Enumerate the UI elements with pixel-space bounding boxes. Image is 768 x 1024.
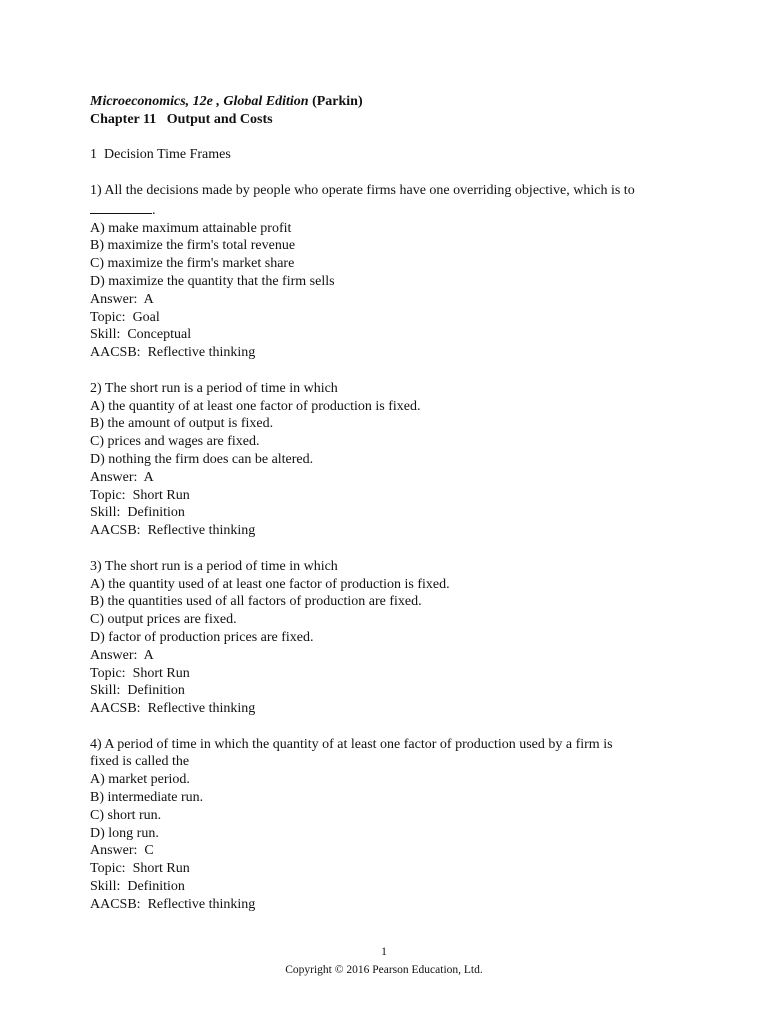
question-stem: 2) The short run is a period of time in which bbox=[90, 380, 338, 396]
skill: Skill: Definition bbox=[90, 879, 185, 895]
aacsb: AACSB: Reflective thinking bbox=[90, 523, 256, 539]
question-2 bbox=[90, 380, 710, 540]
answer: Answer: A bbox=[90, 647, 154, 663]
aacsb: AACSB: Reflective thinking bbox=[90, 345, 256, 361]
option-d: D) nothing the firm does can be altered. bbox=[90, 451, 314, 467]
question-stem-continued: fixed is called the bbox=[90, 754, 190, 770]
answer: Answer: A bbox=[90, 469, 154, 485]
answer-blank bbox=[90, 200, 152, 214]
chapter-title: Chapter 11 Output and Costs bbox=[90, 111, 273, 127]
option-a: A) the quantity of at least one factor of production is fixed. bbox=[90, 398, 421, 414]
question-stem: 4) A period of time in which the quantity of at least one factor of production used by a firm is bbox=[90, 736, 613, 752]
topic: Topic: Short Run bbox=[90, 665, 190, 681]
option-c: C) prices and wages are fixed. bbox=[90, 434, 260, 450]
skill: Skill: Conceptual bbox=[90, 327, 192, 343]
question-4 bbox=[90, 736, 710, 914]
topic: Topic: Short Run bbox=[90, 487, 190, 503]
topic: Topic: Goal bbox=[90, 309, 160, 325]
option-b: B) maximize the firm's total revenue bbox=[90, 238, 296, 254]
topic: Topic: Short Run bbox=[90, 861, 190, 877]
option-b: B) the quantities used of all factors of production are fixed. bbox=[90, 594, 422, 610]
option-d: D) long run. bbox=[90, 825, 159, 841]
option-c: C) short run. bbox=[90, 807, 162, 823]
book-title-line bbox=[90, 93, 710, 111]
answer: Answer: A bbox=[90, 291, 154, 307]
skill: Skill: Definition bbox=[90, 683, 185, 699]
option-c: C) maximize the firm's market share bbox=[90, 256, 295, 272]
option-a: A) make maximum attainable profit bbox=[90, 220, 292, 236]
document-page bbox=[90, 93, 710, 914]
option-b: B) the amount of output is fixed. bbox=[90, 416, 274, 432]
option-d: D) factor of production prices are fixed. bbox=[90, 629, 314, 645]
skill: Skill: Definition bbox=[90, 505, 185, 521]
aacsb: AACSB: Reflective thinking bbox=[90, 896, 256, 912]
page-number: 1 bbox=[381, 946, 387, 958]
question-stem: 1) All the decisions made by people who operate firms have one overriding objective, which is to bbox=[90, 182, 635, 198]
section-heading: 1 Decision Time Frames bbox=[90, 147, 231, 163]
option-a: A) market period. bbox=[90, 772, 190, 788]
question-3 bbox=[90, 558, 710, 718]
aacsb: AACSB: Reflective thinking bbox=[90, 701, 256, 717]
book-title: Microeconomics, 12e , Global Edition bbox=[90, 94, 309, 109]
answer: Answer: C bbox=[90, 843, 154, 859]
question-stem: 3) The short run is a period of time in which bbox=[90, 558, 338, 574]
book-author: (Parkin) bbox=[312, 94, 363, 109]
option-c: C) output prices are fixed. bbox=[90, 612, 237, 628]
option-d: D) maximize the quantity that the firm sells bbox=[90, 273, 335, 289]
question-1 bbox=[90, 182, 710, 362]
question-stem-continued: . bbox=[90, 200, 710, 220]
option-b: B) intermediate run. bbox=[90, 790, 204, 806]
option-a: A) the quantity used of at least one factor of production is fixed. bbox=[90, 576, 450, 592]
copyright-notice: Copyright © 2016 Pearson Education, Ltd. bbox=[285, 964, 483, 976]
